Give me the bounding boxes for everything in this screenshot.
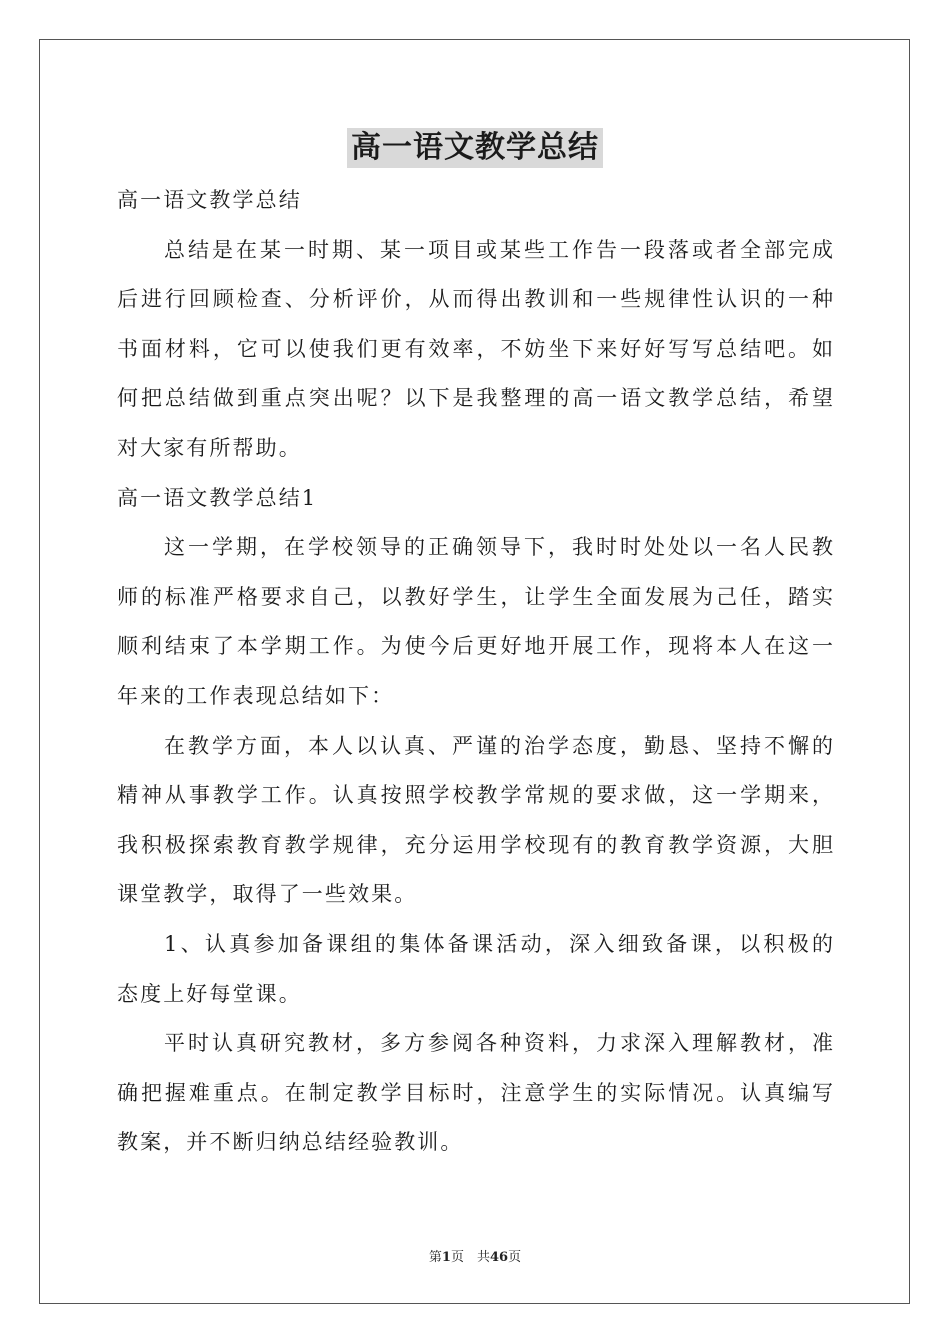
paragraph-line: 课堂教学，取得了一些效果。 — [117, 882, 418, 907]
paragraph-line: 态度上好每堂课。 — [117, 981, 302, 1006]
paragraph-line: 何把总结做到重点突出呢？以下是我整理的高一语文教学总结，希望 — [117, 386, 833, 411]
footer-mid: 页 共 — [450, 1250, 490, 1265]
paragraph-line: 对大家有所帮助。 — [117, 435, 302, 460]
paragraph-line: 顺利结束了本学期工作。为使今后更好地开展工作，现将本人在这一 — [117, 634, 833, 659]
paragraph-line: 后进行回顾检查、分析评价，从而得出教训和一些规律性认识的一种 — [117, 287, 833, 312]
title-container — [0, 128, 950, 168]
paragraph-line: 总结是在某一时期、某一项目或某些工作告一段落或者全部完成 — [164, 237, 833, 262]
paragraph-line: 1、认真参加备课组的集体备课活动，深入细致备课，以积极的 — [164, 931, 833, 956]
paragraph-line: 在教学方面，本人以认真、严谨的治学态度，勤恳、坚持不懈的 — [164, 733, 833, 758]
paragraph-line: 精神从事教学工作。认真按照学校教学常规的要求做，这一学期来， — [117, 783, 833, 808]
document-body — [117, 176, 833, 1168]
footer-prefix: 第 — [428, 1250, 442, 1265]
page-footer — [0, 1246, 950, 1265]
section-heading: 高一语文教学总结 — [117, 188, 302, 212]
paragraph-line: 教案，并不断归纳总结经验教训。 — [117, 1130, 464, 1155]
footer-page-number: 1 — [441, 1250, 451, 1265]
paragraph-line: 师的标准严格要求自己，以教好学生，让学生全面发展为己任，踏实 — [117, 584, 833, 609]
paragraph-line: 年来的工作表现总结如下： — [117, 683, 395, 708]
paragraph-line: 这一学期，在学校领导的正确领导下，我时时处处以一名人民教 — [164, 535, 833, 560]
paragraph-line: 确把握难重点。在制定教学目标时，注意学生的实际情况。认真编写 — [117, 1080, 833, 1105]
footer-suffix: 页 — [508, 1250, 522, 1265]
section-heading: 高一语文教学总结1 — [117, 485, 318, 510]
footer-total-pages: 46 — [489, 1250, 509, 1265]
paragraph-line: 我积极探索教育教学规律，充分运用学校现有的教育教学资源，大胆 — [117, 832, 833, 857]
document-title: 高一语文教学总结 — [347, 128, 603, 168]
paragraph-line: 平时认真研究教材，多方参阅各种资料，力求深入理解教材，准 — [164, 1031, 833, 1056]
paragraph-line: 书面材料，它可以使我们更有效率，不妨坐下来好好写写总结吧。如 — [117, 336, 833, 361]
